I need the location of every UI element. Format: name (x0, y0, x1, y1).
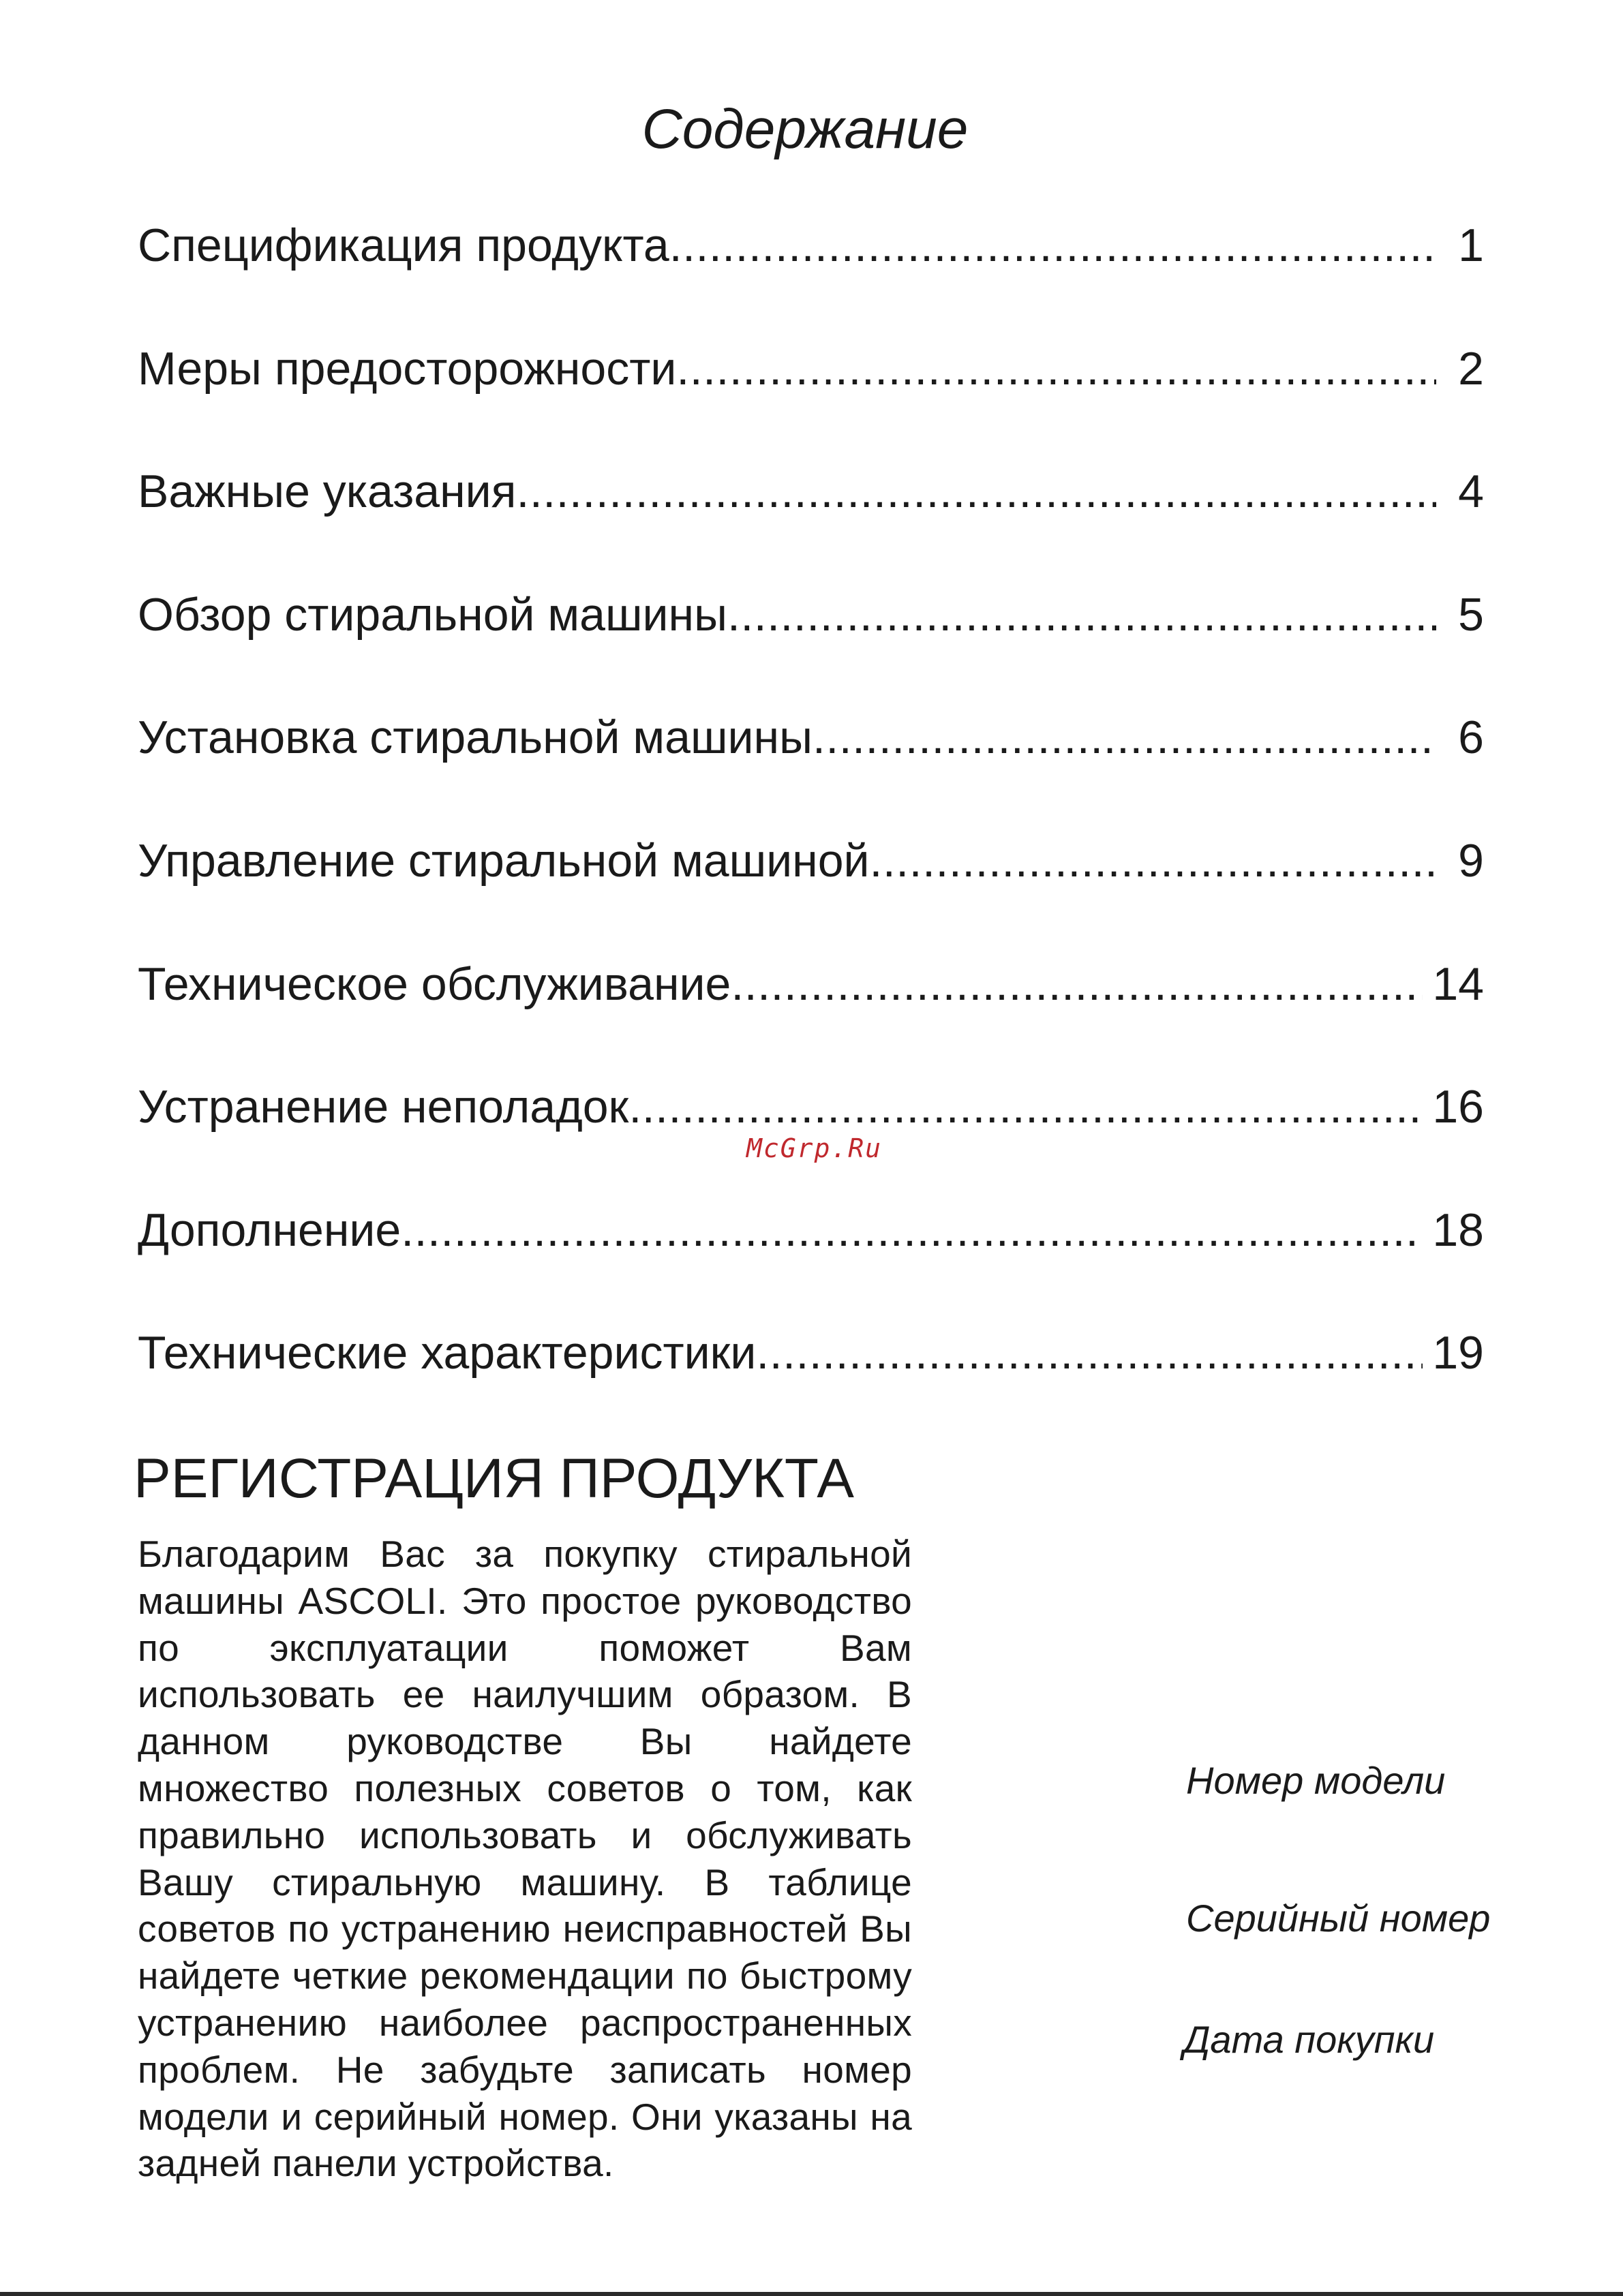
registration-text: Благодарим Вас за покупку стиральной машины ASCOLI. Это простое руководство по эксплуатации поможет Вам использовать ее наилучшим образом. В данном руководстве Вы найдете множество полезных советов о том, как правильно использовать и обслуживать Вашу стиральную машину. В таблице советов по устранению неисправностей Вы найдете четкие рекомендации по быстрому устранению наиболее распространенных проблем. Не забудьте записать номер модели и серийный номер. Они указаны на задней панели устройства. (138, 1533, 912, 2185)
toc-entry[interactable] (138, 335, 1484, 458)
toc-entry-page: 19 (1432, 1327, 1484, 1379)
toc-dot-leader (669, 211, 1436, 279)
toc-dot-leader (516, 457, 1436, 525)
toc-entry-page: 5 (1458, 588, 1484, 641)
toc-dot-leader (870, 827, 1437, 895)
toc-entry[interactable] (138, 457, 1484, 581)
toc-entry[interactable] (138, 1196, 1484, 1319)
toc-entry[interactable] (138, 703, 1484, 827)
toc-entry-page: 2 (1458, 342, 1484, 395)
purchase-date-label: Дата покупки (1183, 2018, 1435, 2061)
toc-entry-title: Спецификация продукта (138, 219, 669, 271)
toc-entry-title: Меры предосторожности (138, 342, 677, 395)
toc-entry-title: Обзор стиральной машины (138, 588, 727, 641)
toc-entry-title: Дополнение (138, 1204, 401, 1256)
toc-dot-leader (676, 335, 1436, 403)
toc-entry-title: Устранение неполадок (138, 1081, 629, 1133)
registration-heading: РЕГИСТРАЦИЯ ПРОДУКТА (134, 1448, 854, 1510)
watermark: McGrp.Ru (746, 1133, 883, 1163)
toc-dot-leader (731, 950, 1423, 1018)
toc-entry-page: 6 (1458, 711, 1484, 764)
bottom-rule (0, 2292, 1623, 2296)
toc-entry[interactable] (138, 581, 1484, 704)
toc-entry[interactable] (138, 211, 1484, 335)
serial-number-label: Серийный номер (1186, 1897, 1491, 1940)
toc-entry[interactable] (138, 1319, 1484, 1442)
page-title: Содержание (641, 98, 969, 160)
toc-entry-page: 14 (1432, 958, 1484, 1010)
toc-entry-title: Технические характеристики (138, 1327, 757, 1379)
toc-dot-leader (756, 1319, 1423, 1387)
toc-entry[interactable] (138, 827, 1484, 950)
toc-entry-page: 1 (1458, 219, 1484, 271)
toc-entry-page: 9 (1458, 834, 1484, 887)
toc-dot-leader (401, 1196, 1423, 1264)
model-number-label: Номер модели (1186, 1759, 1446, 1802)
toc-entry-title: Установка стиральной машины (138, 711, 813, 764)
toc-entry-title: Управление стиральной машиной (138, 834, 870, 887)
toc-entry-page: 18 (1432, 1204, 1484, 1256)
toc-entry-title: Техническое обслуживание (138, 958, 731, 1010)
toc-entry-page: 16 (1432, 1081, 1484, 1133)
toc-entry-title: Важные указания (138, 465, 517, 518)
toc-entry[interactable] (138, 950, 1484, 1073)
toc-entry-page: 4 (1458, 465, 1484, 518)
table-of-contents (138, 211, 1484, 1442)
toc-dot-leader (727, 581, 1436, 649)
toc-dot-leader (813, 703, 1436, 771)
